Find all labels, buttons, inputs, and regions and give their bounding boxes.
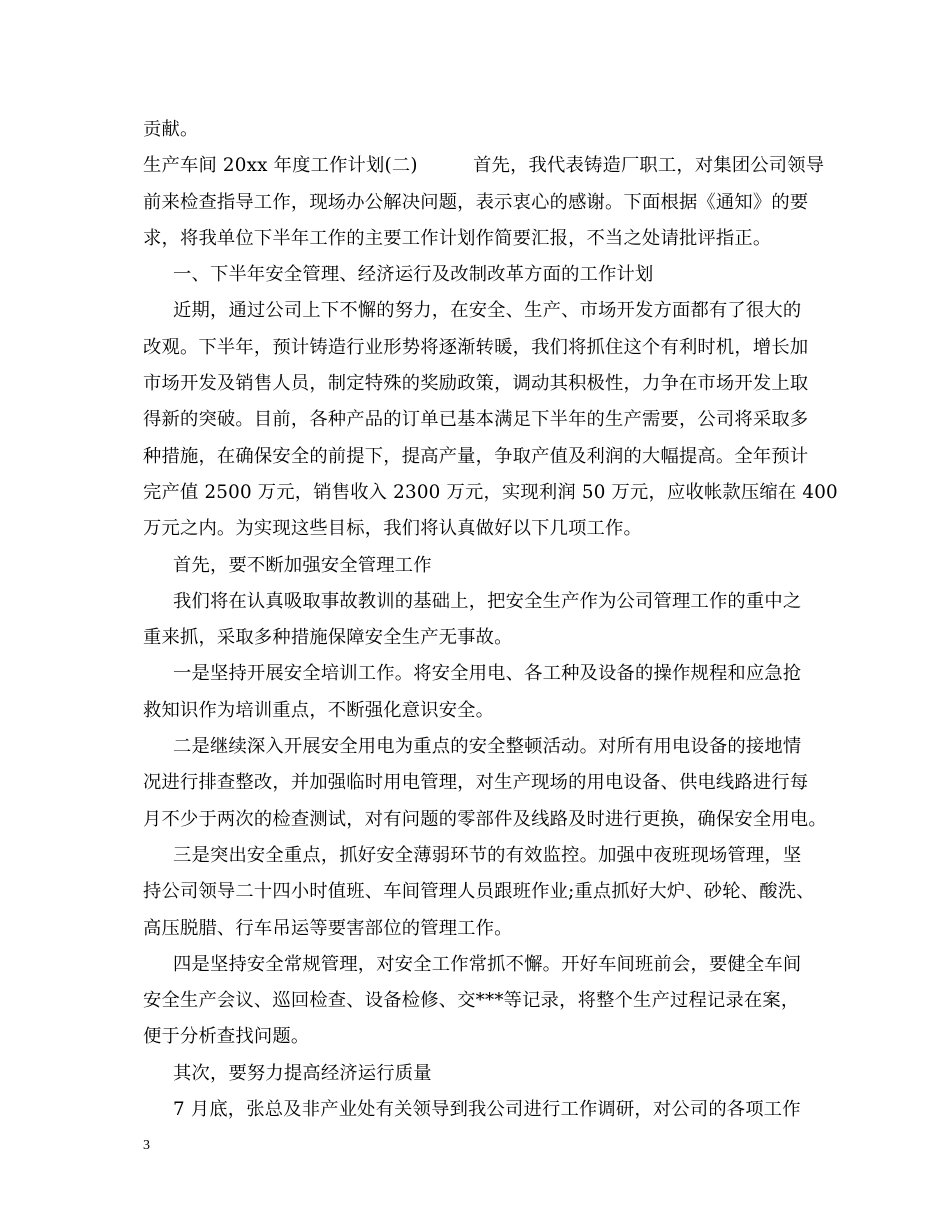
text-line: 一是坚持开展安全培训工作。将安全用电、各工种及设备的操作规程和应急抢 [173,663,802,685]
text-line: 救知识作为培训重点，不断强化意识安全。 [143,699,495,721]
text-line: 求，将我单位下半年工作的主要工作计划作简要汇报，不当之处请批评指正。 [143,227,772,249]
text-line: 我们将在认真吸取事故教训的基础上，把安全生产作为公司管理工作的重中之 [173,590,802,612]
text-line: 重来抓，采取多种措施保障安全生产无事故。 [143,627,513,649]
text-line: 完产值 2500 万元，销售收入 2300 万元，实现利润 50 万元，应收帐款压缩在 400 [143,481,838,503]
text-line: 7 月底，张总及非产业处有关领导到我公司进行工作调研，对公司的各项工作 [173,1099,801,1121]
document-body [143,112,838,1128]
text-line: 二是继续深入开展安全用电为重点的安全整顿活动。对所有用电设备的接地情 [173,736,802,758]
text-line: 前来检查指导工作，现场办公解决问题，表示衷心的感谢。下面根据《通知》的要 [143,191,809,213]
page-number: 3 [143,1138,150,1153]
text-line: 月不少于两次的检查测试，对有问题的零部件及线路及时进行更换，确保安全用电。 [143,808,827,830]
section-heading: 一、下半年安全管理、经济运行及改制改革方面的工作计划 [173,264,654,286]
text-line: 三是突出安全重点，抓好安全薄弱环节的有效监控。加强中夜班现场管理，坚 [173,844,802,866]
text-line: 高压脱腊、行车吊运等要害部位的管理工作。 [143,917,513,939]
text-line: 持公司领导二十四小时值班、车间管理人员跟班作业;重点抓好大炉、砂轮、酸洗、 [143,881,815,903]
text-line: 生产车间 20xx 年度工作计划(二) 首先，我代表铸造厂职工，对集团公司领导 [143,155,825,177]
text-line: 得新的突破。目前，各种产品的订单已基本满足下半年的生产需要，公司将采取多 [143,409,809,431]
text-line: 种措施，在确保安全的前提下，提高产量，争取产值及利润的大幅提高。全年预计 [143,445,809,467]
text-line: 改观。下半年，预计铸造行业形势将逐渐转暖，我们将抓住这个有利时机，增长加 [143,336,809,358]
text-line: 四是坚持安全常规管理，对安全工作常抓不懈。开好车间班前会，要健全车间 [173,953,802,975]
text-line: 近期，通过公司上下不懈的努力，在安全、生产、市场开发方面都有了很大的 [173,300,802,322]
text-line: 安全生产会议、巡回检查、设备检修、交***等记录，将整个生产过程记录在案， [143,990,800,1012]
text-line: 市场开发及销售人员，制定特殊的奖励政策，调动其积极性，力争在市场开发上取 [143,373,809,395]
section-heading: 其次，要努力提高经济运行质量 [173,1062,432,1084]
text-line: 便于分析查找问题。 [143,1026,310,1048]
section-heading: 首先，要不断加强安全管理工作 [173,554,432,576]
text-line: 万元之内。为实现这些目标，我们将认真做好以下几项工作。 [143,518,642,540]
text-line: 贡献。 [143,119,199,140]
text-line: 况进行排查整改，并加强临时用电管理，对生产现场的用电设备、供电线路进行每 [143,772,809,794]
